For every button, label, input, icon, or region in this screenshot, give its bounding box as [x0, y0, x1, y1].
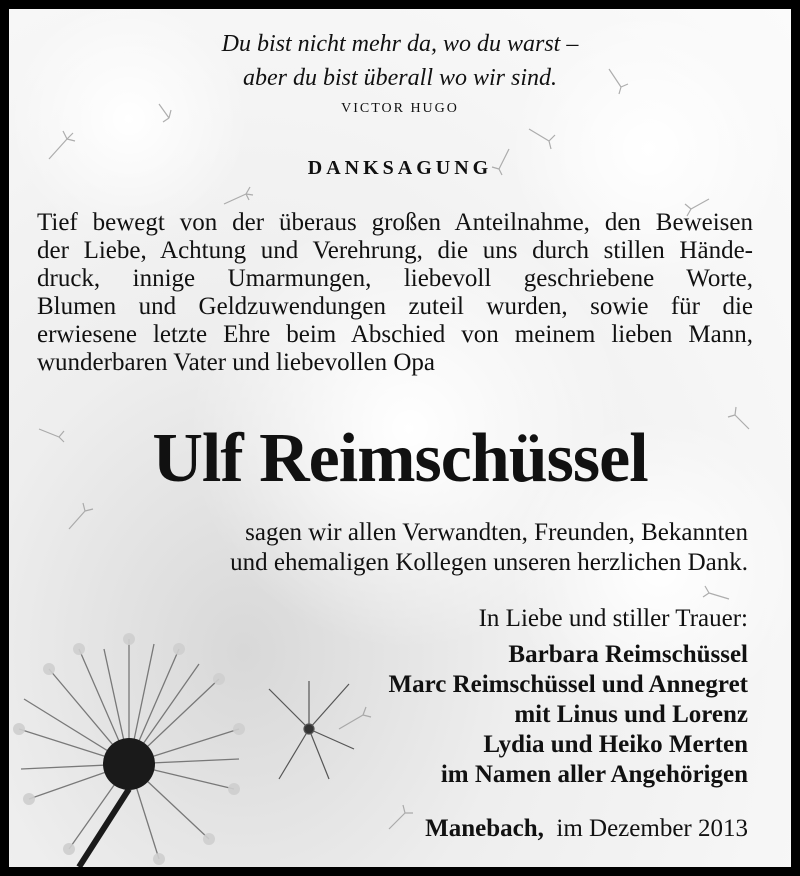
signatory: Marc Reimschüssel und Annegret — [388, 671, 748, 698]
signatory: Lydia und Heiko Merten — [483, 731, 748, 758]
signatory: im Namen aller Angehörigen — [440, 761, 748, 788]
body-line: Tief bewegt von der überaus großen Anteilnahme, den Beweisen — [37, 209, 753, 236]
mourning-intro: In Liebe und stiller Trauer: — [478, 605, 748, 632]
dandelion-icon — [13, 633, 245, 867]
body-line: wunderbaren Vater und liebevollen Opa — [37, 349, 436, 376]
quote-line-1: Du bist nicht mehr da, wo du warst – — [221, 31, 579, 57]
signatory: Barbara Reimschüssel — [508, 641, 748, 668]
place: Manebach, — [425, 815, 544, 842]
thanks-line-2: und ehemaligen Kollegen unseren herzlichen Dank. — [230, 549, 748, 576]
date: im Dezember 2013 — [556, 815, 748, 842]
place-and-date — [425, 815, 748, 843]
thanks-line-1: sagen wir allen Verwandten, Freunden, Bekannten — [245, 519, 748, 546]
body-line: erwiesene letzte Ehre beim Abschied von meinem lieben Mann, — [37, 321, 753, 348]
deceased-name: Ulf Reimschüssel — [152, 420, 648, 497]
quote-line-2: aber du bist überall wo wir sind. — [242, 65, 558, 91]
body-line: Blumen und Geldzuwendungen zuteil wurden, sowie für die — [37, 293, 753, 320]
body-line: der Liebe, Achtung und Verehrung, die uns durch stillen Hände- — [37, 237, 753, 264]
heading: DANKSAGUNG — [307, 157, 493, 179]
signatory: mit Linus und Lorenz — [514, 701, 748, 728]
body-line: druck, innige Umarmungen, liebevoll geschriebene Worte, — [37, 265, 753, 292]
dandelion-seed-icon — [269, 681, 354, 779]
acknowledgement-text — [37, 209, 753, 377]
quote-author: VICTOR HUGO — [341, 101, 459, 116]
